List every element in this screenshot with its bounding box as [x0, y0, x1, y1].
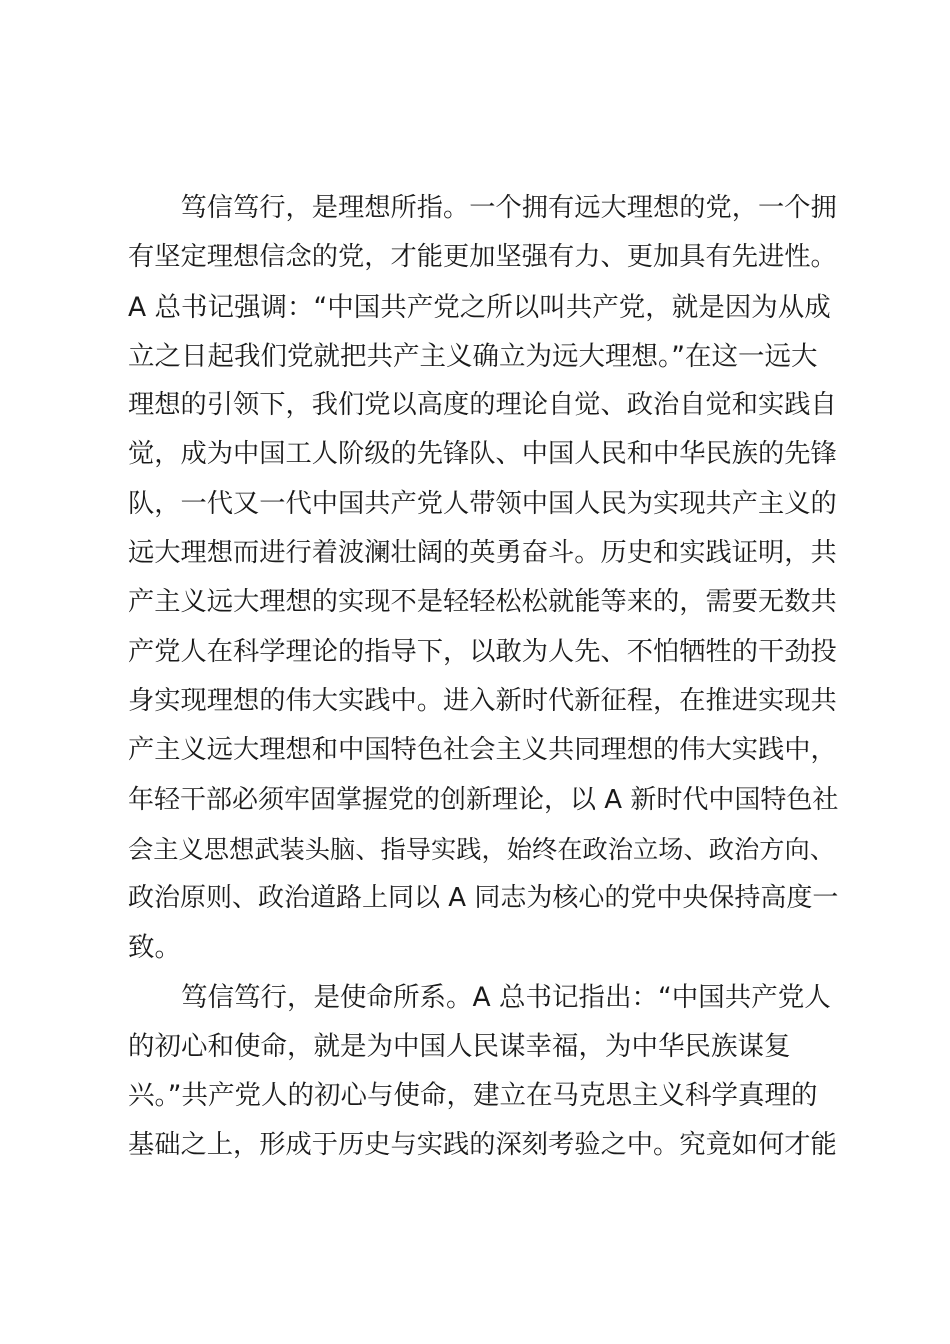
paragraph-1-line-11: 身实现理想的伟大实践中。进入新时代新征程，在推进实现共: [128, 685, 837, 716]
paragraph-1-line-8: 远大理想而进行着波澜壮阔的英勇奋斗。历史和实践证明，共: [128, 538, 837, 569]
paragraph-1-line-13: 年轻干部必须牢固掌握党的创新理论，以 A 新时代中国特色社: [128, 784, 839, 815]
paragraph-1-line-15: 政治原则、政治道路上同以 A 同志为核心的党中央保持高度一: [128, 883, 839, 914]
paragraph-1-line-14: 会主义思想武装头脑、指导实践，始终在政治立场、政治方向、: [128, 834, 835, 864]
paragraph-1-line-16: 致。: [128, 932, 181, 964]
paragraph-1-line-9: 产主义远大理想的实现不是轻轻松松就能等来的，需要无数共: [128, 587, 837, 618]
paragraph-2-line-2: 的初心和使命，就是为中国人民谋幸福，为中华民族谋复: [128, 1031, 791, 1063]
paragraph-1-line-4: 立之日起我们党就把共产主义确立为远大理想。”在这一远大: [128, 340, 818, 372]
paragraph-1-line-7: 队，一代又一代中国共产党人带领中国人民为实现共产主义的: [128, 488, 837, 519]
paragraph-1-line-3: A 总书记强调：“中国共产党之所以叫共产党，就是因为从成: [128, 291, 831, 323]
paragraph-1-line-10: 产党人在科学理论的指导下，以敢为人先、不怕牺牲的干劲投: [128, 636, 837, 667]
document-body: [128, 184, 838, 1170]
paragraph-1-line-2: 有坚定理想信念的党，才能更加坚强有力、更加具有先进性。: [128, 242, 837, 273]
paragraph-1-line-6: 觉，成为中国工人阶级的先锋队、中国人民和中华民族的先锋: [128, 439, 837, 470]
paragraph-2-line-3: 兴。”共产党人的初心与使命，建立在马克思主义科学真理的: [128, 1080, 818, 1112]
paragraph-1-line-1: 笃信笃行，是理想所指。一个拥有远大理想的党，一个拥: [128, 193, 837, 223]
paragraph-2-line-1: 笃信笃行，是使命所系。A 总书记指出：“中国共产党人: [128, 981, 831, 1013]
paragraph-1-line-12: 产主义远大理想和中国特色社会主义共同理想的伟大实践中，: [128, 735, 837, 766]
paragraph-2-line-4: 基础之上，形成于历史与实践的深刻考验之中。究竟如何才能: [128, 1129, 837, 1160]
paragraph-1-line-5: 理想的引领下，我们党以高度的理论自觉、政治自觉和实践自: [128, 390, 837, 421]
